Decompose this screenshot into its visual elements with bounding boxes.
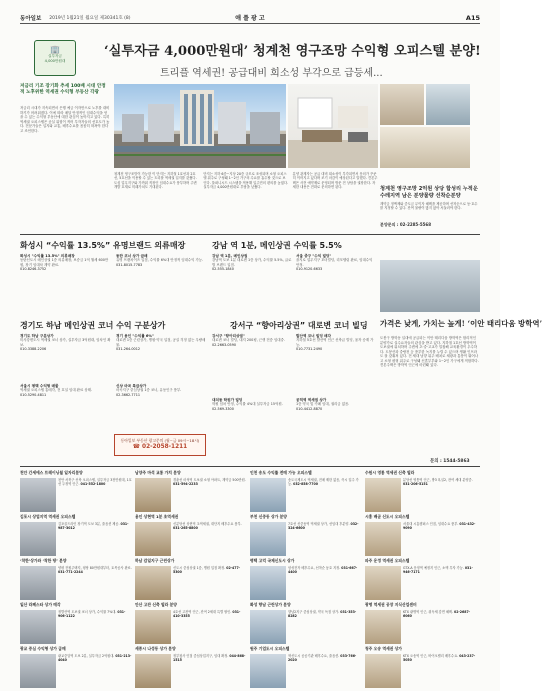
item-body: 1층 약국 및 카페 임대, 권리금 없음. bbox=[296, 402, 350, 407]
listing-body: 분당선 영통역 인근, 방3 욕실2, 잔여 세대 분양중. bbox=[403, 478, 473, 482]
masthead bbox=[20, 12, 480, 24]
listing-phone: 031-987-3012 bbox=[58, 522, 129, 531]
listing-body: 양평 전원주택지, 평당 80만원대부터, 토목공사 완료. bbox=[58, 566, 132, 570]
listing-card[interactable] bbox=[365, 602, 477, 644]
item-body: 지하철 5호선 발산역 인근 신축급 빌딩, 융자 승계 가능. bbox=[296, 338, 374, 347]
listing-phone: 02-477-5300 bbox=[173, 566, 240, 575]
listing-card[interactable] bbox=[135, 514, 247, 556]
listing-phone: 032-858-7700 bbox=[293, 482, 318, 487]
item-body: 학원 임차 안정, 수익률 4%대 실투자금 15억원. bbox=[212, 402, 283, 407]
room-photo-2 bbox=[426, 84, 470, 125]
listing-photo bbox=[250, 654, 286, 688]
classified-item[interactable] bbox=[212, 254, 292, 316]
ad-headline: ‘실투자금 4,000만원대’ 청계천 영구조망 수익형 오피스텔 분양! bbox=[104, 44, 481, 59]
listing-title: 김포시 상업지역 역세권 오피스텔 bbox=[20, 514, 76, 519]
listing-title: 원주 기업도시 오피스텔 bbox=[250, 646, 290, 651]
building-icon: 🏢 bbox=[50, 45, 60, 54]
item-title: 신상 마곡 특급상가 bbox=[116, 384, 147, 388]
listing-card[interactable] bbox=[250, 514, 362, 556]
right-column-title: 가격은 낮게, 가치는 높게! ‘이안 태리다움 방학역’ bbox=[380, 319, 542, 328]
item-title: 대치동 학원가 빌딩 bbox=[212, 398, 243, 402]
listing-card[interactable] bbox=[365, 514, 477, 556]
item-title: 경기 용인 "수익률 6%" bbox=[116, 334, 154, 338]
classified-item[interactable] bbox=[20, 384, 112, 428]
room-photo-3 bbox=[380, 127, 470, 168]
listing-body: 삼성전자 배후수요, 선착순 동호 지정. bbox=[288, 566, 341, 570]
item-title: 경기도 하남 구분상가 bbox=[20, 334, 54, 338]
listing-card[interactable] bbox=[20, 602, 132, 644]
listing-title: 세종시 나성동 상가 분양 bbox=[135, 646, 176, 651]
listing-phone: 033-766-2020 bbox=[288, 654, 357, 663]
item-body: 마곡지구 중심상권 1층 코너, 유동인구 풍부. bbox=[116, 388, 182, 393]
classified-item[interactable] bbox=[296, 334, 376, 394]
listing-body: 서울대 시흥캠퍼스 인접, 임대수요 풍부. bbox=[403, 522, 459, 526]
listing-body: 향남2지구 중심상권, 약국 독점 상가. bbox=[288, 610, 340, 614]
item-title: 공덕역 역세권 상가 bbox=[296, 398, 327, 402]
listing-body: 정부청사 인접 중심상업지구, 임대 확정. bbox=[173, 654, 229, 658]
listing-photo bbox=[250, 522, 286, 556]
listing-photo bbox=[250, 478, 286, 512]
listing-body: 광교중앙역 도보 2분, 실투자금 2억원대. bbox=[58, 654, 115, 658]
listing-card[interactable] bbox=[250, 470, 362, 512]
listing-body: 혁신도시 공공기관 배후수요, 풀옵션. bbox=[288, 654, 340, 658]
item-title: 화성시 "수익률 13.5%" 의류매장 bbox=[20, 254, 75, 258]
ad-body-columns bbox=[114, 172, 378, 228]
listing-photo bbox=[135, 566, 171, 600]
listing-body: 송도국제도시 역세권, 전매 제한 없음, 즉시 입주 가능. bbox=[288, 478, 359, 487]
item-phone: 010-8246-3752 bbox=[20, 266, 47, 271]
classified-item[interactable] bbox=[296, 254, 376, 316]
listing-title: ‘착한’상가와 ‘착한 땅’ 분양 bbox=[20, 558, 67, 563]
listing-phone: 031-206-5151 bbox=[403, 482, 428, 487]
item-phone: 02-569-3300 bbox=[212, 406, 234, 411]
listing-phone: 044-868-1515 bbox=[173, 654, 246, 663]
listing-photo bbox=[20, 522, 56, 556]
apartment-photo bbox=[380, 260, 480, 312]
listing-card[interactable] bbox=[20, 470, 132, 512]
listing-title: 광명 역세권 공장 지식산업센터 bbox=[365, 602, 417, 607]
listing-title: 평택 고덕 국제신도시 상가 bbox=[250, 558, 295, 563]
item-phone: 010-4412-8870 bbox=[296, 406, 323, 411]
section-divider bbox=[20, 234, 480, 235]
listing-body: 경춘선 마석역 도보권 소형 아파트, 계약금 500만원. bbox=[173, 478, 246, 482]
interior-photo bbox=[288, 84, 378, 168]
notice-line: 동아일보 부동산 광고문의 (월~금 09시~18시) bbox=[120, 438, 200, 443]
listing-phone: 031-353-8282 bbox=[288, 610, 357, 619]
badge-line-1: 실투자금 bbox=[48, 54, 62, 58]
listing-phone: 031-594-2233 bbox=[173, 482, 198, 487]
listing-card[interactable] bbox=[20, 646, 132, 688]
listing-photo bbox=[365, 478, 401, 512]
listing-card[interactable] bbox=[135, 470, 247, 512]
listing-photo bbox=[365, 566, 401, 600]
listing-photo bbox=[135, 478, 171, 512]
listing-phone: 031-432-9090 bbox=[403, 522, 476, 531]
listing-card[interactable] bbox=[250, 602, 362, 644]
ad-inquiry-notice bbox=[114, 434, 206, 456]
item-phone: 02-3662-7711 bbox=[116, 392, 141, 397]
listing-photo bbox=[20, 566, 56, 600]
item-title: 동탄 코너 상가 급매 bbox=[116, 254, 148, 258]
listing-card[interactable] bbox=[135, 558, 247, 600]
listing-title: 화성 향남 근린상가 분양 bbox=[250, 602, 291, 607]
section-heading-hanam: 경기도 하남 메인상권 코너 수익 구분상가 bbox=[20, 321, 166, 330]
listing-card[interactable] bbox=[135, 602, 247, 644]
listing-title: 수원시 영통 역세권 신축 빌라 bbox=[365, 470, 415, 475]
listing-phone: 031-265-8800 bbox=[173, 526, 198, 531]
badge-line-2: 4,000만원대 bbox=[44, 59, 66, 63]
room-photo-1 bbox=[380, 84, 424, 125]
listing-phone: 032-324-6600 bbox=[288, 522, 359, 531]
listing-photo bbox=[135, 522, 171, 556]
listing-title: 인천 송도 수익률 전매 가능 오피스텔 bbox=[250, 470, 312, 475]
ad-contact: 분양문의 : 02-2285-5568 bbox=[380, 222, 431, 227]
item-title: 서울 중구 "수익 빌딩" bbox=[296, 254, 332, 258]
listing-body: 신분당선 상현역 초역세권, 대단지 배후수요 풍부. bbox=[173, 522, 242, 526]
classified-item[interactable] bbox=[116, 254, 208, 316]
page-number: A15 bbox=[465, 13, 480, 22]
listing-phone: 031-946-7171 bbox=[403, 566, 473, 575]
item-body: 대로변 코너 빌딩, 대지 200평, 근생 전층 임대중. bbox=[212, 338, 285, 343]
section-heading-gangseo: 강서구 “향아리상권” 대로변 코너 빌딩 bbox=[230, 321, 368, 330]
item-phone: 010-5290-4811 bbox=[20, 392, 47, 397]
listing-body: 정발산역 도보권 코너 상가, 수익률 7%대. bbox=[58, 610, 117, 614]
listing-title: 남양주 마석 교통 가치 분양 bbox=[135, 470, 181, 475]
section-divider bbox=[20, 466, 480, 467]
listing-phone: 041-552-1800 bbox=[80, 482, 106, 487]
item-body: 을지로 업무지구 꼬마빌딩, 리모델링 완료, 임대수익 안정. bbox=[296, 258, 373, 267]
classified-item[interactable] bbox=[296, 398, 376, 458]
listing-card[interactable] bbox=[365, 470, 477, 512]
investment-badge bbox=[34, 40, 76, 76]
listing-body: KTX 오송역 인근, 바이오밸리 배후수요. bbox=[403, 654, 459, 658]
listing-phone: 02-2687-6060 bbox=[403, 610, 470, 619]
listing-phone: 043-237-5050 bbox=[403, 654, 476, 663]
listing-photo bbox=[20, 478, 56, 512]
classified-item[interactable] bbox=[212, 334, 292, 394]
listing-photo bbox=[250, 566, 286, 600]
interior-illustration bbox=[288, 84, 378, 168]
classified-item[interactable] bbox=[212, 398, 292, 458]
building-illustration bbox=[114, 84, 286, 168]
listing-phone: 031-906-1122 bbox=[58, 610, 126, 619]
item-phone: 010-7731-2490 bbox=[296, 346, 323, 351]
listing-body: KTX 광명역 인근, 취득세 감면 혜택. bbox=[403, 610, 454, 614]
side-body: 저금리 시대가 지속되면서 은행 예금 이자만으로 노후를 대비하기가 어려워졌다. 이에 따라 매달 안정적인 임대수익을 얻을 수 있는 수익형 부동산에 대한 관심이 높아지고 있다. 특히 역세권 오피스텔은 공실 위험이 적어 투자자들의 선호도가 높다. 전문가들은 입지와 교통, 배후수요를 꼼꼼히 따져야 한다고 조언한다. bbox=[20, 106, 110, 133]
listing-card[interactable] bbox=[250, 558, 362, 600]
ad-body-col: 분양 관계자는 공급 대비 희소성이 부각되면서 문의가 꾸준히 이어지고 있다며 조기 마감이 예상된다고 말했다. 견본주택은 사전 예약제로 운영되며 방문 전 상담을 권장한다. 자세한 내용은 전화로 문의하면 된다. bbox=[292, 172, 378, 190]
listing-phone: 031-771-2244 bbox=[58, 570, 83, 575]
listing-title: 광교 중심 수익형 상가 급매 bbox=[20, 646, 66, 651]
listing-body: 7호선 신중동역 역세권 상가, 선임대 후분양. bbox=[288, 522, 350, 526]
listing-card[interactable] bbox=[135, 646, 247, 688]
listing-card[interactable] bbox=[20, 514, 132, 556]
item-title: 강남 역 1분, 메인상권 bbox=[212, 254, 248, 258]
right-headline: 청계천 영구조망 2억원 상당 합성리 누적운 수레지역 남은 분양물량 선착순분양 bbox=[380, 186, 478, 199]
item-body: 유명 프랜차이즈 입점, 수익률 6%대 안정적 임대수익 가능. bbox=[116, 258, 204, 263]
listing-title: 일산 라페스타 상가 매각 bbox=[20, 602, 61, 607]
listing-body: 김포골드라인 장기역 도보 3분, 풀옵션 제공. bbox=[58, 522, 120, 526]
classified-item[interactable] bbox=[116, 334, 208, 378]
issue-date: 2019년 1월21일 월요일 제30341호 (8) bbox=[49, 15, 131, 21]
item-title: 강서구 "향아리상권" bbox=[212, 334, 245, 338]
listing-body: GTX-A 운정역 예정지 인근, 소액 투자 가능. bbox=[403, 566, 464, 570]
listing-title: 파주 운정 역세권 오피스텔 bbox=[365, 558, 410, 563]
section-heading-gangnam: 강남 역 1분, 메인상권 수익률 5.5% bbox=[212, 241, 342, 250]
side-headline: 저금리 기조 장기화 추세 100배 시대 안정적 노후위한 역세권 수익형 부동산 각광 bbox=[20, 84, 106, 95]
listing-photo bbox=[135, 654, 171, 688]
item-phone: 031-264-0012 bbox=[116, 346, 141, 351]
item-title: 서울시 평택 수익형 매물 bbox=[20, 384, 59, 388]
listing-title: 하남 감일지구 근린상가 bbox=[135, 558, 175, 563]
item-phone: 031-8015-7783 bbox=[116, 262, 143, 267]
item-phone: 010-3388-2206 bbox=[20, 346, 47, 351]
building-photo bbox=[114, 84, 286, 168]
item-phone: 02-555-1840 bbox=[212, 266, 234, 271]
listing-photo bbox=[20, 654, 56, 688]
right-body: 계약금 정액제와 중도금 무이자 혜택을 제공하며 선착순으로 동·호수를 지정할 수 있다. 잔여 물량이 많지 않아 서둘러야 한다. bbox=[380, 202, 478, 211]
listing-title: 부천 신중동 상가 분양 bbox=[250, 514, 287, 519]
ad-body-col: 청계천 영구조망이 가능한 이 단지는 지하철 1호선과 2호선, 5호선을 이용할 수 있는 트리플 역세권 입지를 갖췄다. 도심 업무지구와 가까워 직장인 임대수요가 풍부하며 주변 개발 호재로 미래가치도 기대된다. bbox=[114, 172, 197, 190]
item-body: 강남역 도보 1분 대로변 1층 상가, 수익률 5.5%, 글로벌 브랜드 입점. bbox=[212, 258, 292, 267]
classified-item[interactable] bbox=[116, 384, 208, 428]
listing-title: 청주 오송 역세권 상가 bbox=[365, 646, 402, 651]
ad-body-col: 단지는 지하 6층~지상 20층 규모로 조성되며 소형 오피스텔 위주로 구성돼 1~2인 가구의 수요를 흡수할 것으로 보인다. 풀퍼니시드 시스템을 적용해 입주민의 편의를 높였다. 실투자금 4,000만원대로 부담을 낮췄다. bbox=[203, 172, 289, 190]
listing-body: 천안 서북구 신축 오피스텔, 실투자금 3천만원대, 1호선 두정역 인근. bbox=[58, 478, 132, 487]
right-column-body: 도봉구 방학동 일대에 공급되는 이안 태리다움 방학역은 합리적인 분양가로 실수요자들의 관심을 받고 있다. 지하철 1호선 방학역이 도보권에 위치하며 주변에 초·중·고교가 밀집해 교육환경이 우수하다. 도봉산과 중랑천 등 풍부한 녹지를 누릴 수 있으며 생활 인프라도 잘 갖춰져 있다. 전 세대 남향 위주 배치로 채광과 통풍이 뛰어나고 소형 평형 위주로 구성돼 신혼부부와 1~2인 가구에게 적합하다. 견본주택은 방학역 인근에 마련돼 있다. bbox=[380, 336, 479, 367]
item-body: 역세권 오피스텔 통매각, 전 호실 임대 완료 상태. bbox=[20, 388, 92, 393]
section-heading-hwaseong: 화성시 “수익률 13.5%” 유명브랜드 의류매장 bbox=[20, 241, 186, 250]
right-column-phone: 문의 : 1544-5863 bbox=[430, 459, 470, 464]
classified-item[interactable] bbox=[20, 254, 112, 316]
listing-photo bbox=[250, 610, 286, 644]
listing-title: 용인 상현역 1분 초역세권 bbox=[135, 514, 179, 519]
listing-photo bbox=[20, 610, 56, 644]
listing-photo bbox=[365, 610, 401, 644]
listing-card[interactable] bbox=[365, 558, 477, 600]
listing-title: 안산 고잔 신축 빌라 분양 bbox=[135, 602, 177, 607]
listing-title: 시흥 배곧 신도시 오피스텔 bbox=[365, 514, 410, 519]
notice-phone: ☎ 02-2058-1211 bbox=[132, 444, 188, 450]
listing-phone: 031-410-3355 bbox=[173, 610, 241, 619]
item-body: 동탄신도시 메인상권 1층 의류매장, 보증금 1억 월세 600만원, 장기 임대차 계약 완료. bbox=[20, 258, 109, 267]
section-name: 애 플 광 고 bbox=[235, 15, 265, 22]
listing-card[interactable] bbox=[20, 558, 132, 600]
paper-name: 동아일보 bbox=[20, 15, 42, 22]
listing-card[interactable] bbox=[250, 646, 362, 688]
item-phone: 010-9120-6633 bbox=[296, 266, 323, 271]
item-phone: 02-2663-0590 bbox=[212, 342, 237, 347]
listing-card[interactable] bbox=[365, 646, 477, 688]
classified-item[interactable] bbox=[20, 334, 112, 378]
item-body: 대로변 1층 근린상가, 병원·약국 입점, 공실 걱정 없는 우량매물. bbox=[116, 338, 206, 347]
listing-phone: 031-213-4040 bbox=[58, 654, 132, 663]
listing-body: 4호선 고잔역 인근, 잔여 2세대 특별 할인. bbox=[173, 610, 232, 614]
listing-photo bbox=[365, 654, 401, 688]
ad-subheadline: 트리플 역세권! 공급대비 희소성 부각으로 급등세... bbox=[160, 68, 383, 79]
listing-photo bbox=[365, 522, 401, 556]
item-body: 미사강변도시 역세권 코너 상가, 실투자금 3억원대, 임차인 확보. bbox=[20, 338, 111, 347]
listing-body: 신도시 중심상권 1층, 병원 입점 확정. bbox=[173, 566, 226, 570]
listing-phone: 031-667-4400 bbox=[288, 566, 358, 575]
item-title: 발산역 코너 빌딩 매각 bbox=[296, 334, 331, 338]
listing-photo bbox=[135, 610, 171, 644]
listing-title: 천안 간세에스 트레이닝월 일자리분양 bbox=[20, 470, 83, 475]
